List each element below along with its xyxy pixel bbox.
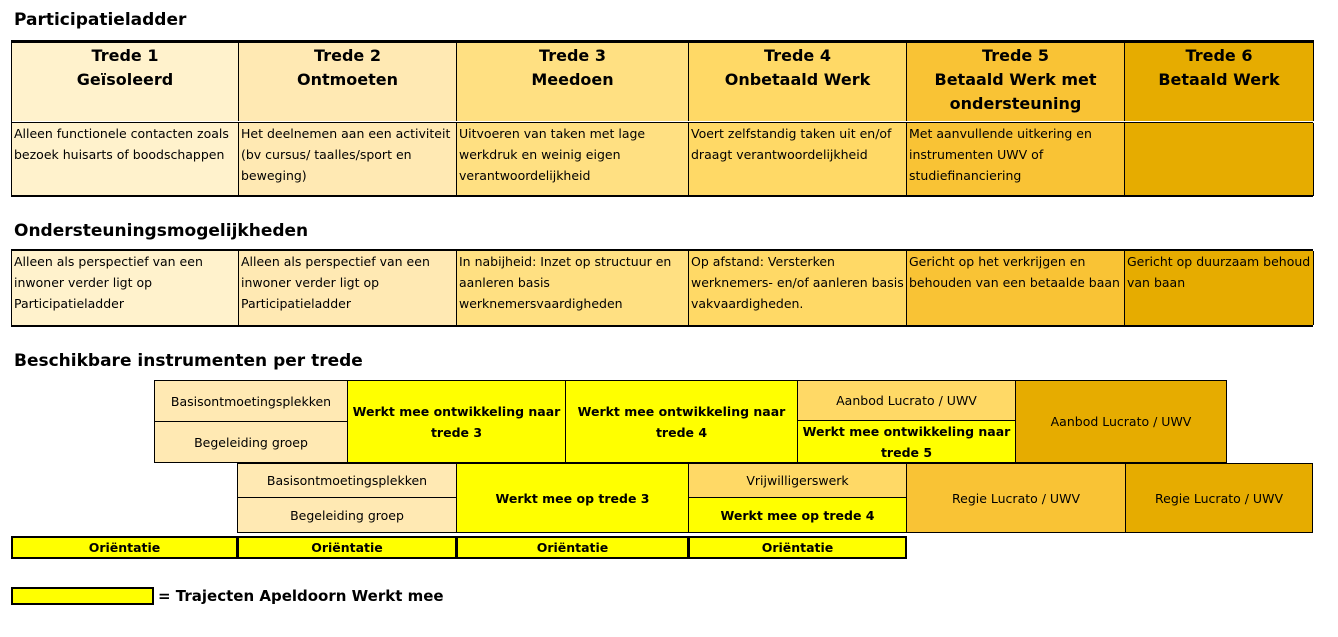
r2-werkt-mee-op-trede-4: Werkt mee op trede 4 xyxy=(688,497,907,533)
step-6-description xyxy=(1125,123,1314,196)
r2-regie-lucrato-uwv-2: Regie Lucrato / UWV xyxy=(1125,463,1313,533)
table-top-border xyxy=(11,40,1313,43)
r1-werkt-mee-naar-trede-5: Werkt mee ontwikkeling naar trede 5 xyxy=(797,420,1016,463)
step-3-name: Meedoen xyxy=(531,70,614,89)
support-step-3: In nabijheid: Inzet op structuur en aanleren basis werknemersvaardigheden xyxy=(457,251,689,325)
step-5-title: Trede 5 xyxy=(982,46,1049,65)
r2-werkt-mee-op-trede-3: Werkt mee op trede 3 xyxy=(456,463,689,533)
participation-ladder-table xyxy=(11,40,1313,196)
support-step-1: Alleen als perspectief van een inwoner verder ligt op Participatieladder xyxy=(12,251,239,325)
step-4-header xyxy=(689,40,907,121)
step-1-name: Geïsoleerd xyxy=(76,70,174,89)
table-header-divider xyxy=(11,122,1313,123)
r1-begeleiding-groep: Begeleiding groep xyxy=(154,421,348,463)
orientatie-trede-3: Oriëntatie xyxy=(456,536,689,559)
step-2-title: Trede 2 xyxy=(314,46,381,65)
r1-werkt-mee-naar-trede-4: Werkt mee ontwikkeling naar trede 4 xyxy=(565,380,798,463)
step-1-title: Trede 1 xyxy=(91,46,159,65)
step-2-description: Het deelnemen aan een activiteit (bv cursus/ taalles/sport en beweging) xyxy=(239,123,457,196)
step-5-name: Betaald Werk met ondersteuning xyxy=(934,70,1097,113)
step-4-description: Voert zelfstandig taken uit en/of draagt verantwoordelijkheid xyxy=(689,123,907,196)
step-1-description: Alleen functionele contacten zoals bezoek huisarts of boodschappen xyxy=(12,123,239,196)
support-top-border xyxy=(11,249,1313,251)
step-4-title: Trede 4 xyxy=(764,46,831,65)
step-1-header xyxy=(12,40,239,121)
step-3-header xyxy=(457,40,689,121)
step-6-name: Betaald Werk xyxy=(1158,70,1280,89)
step-5-header xyxy=(907,40,1125,121)
step-3-title: Trede 3 xyxy=(539,46,606,65)
orientatie-trede-1: Oriëntatie xyxy=(11,536,238,559)
r2-begeleiding-groep: Begeleiding groep xyxy=(237,497,457,533)
r2-basisontmoetingsplekken: Basisontmoetingsplekken xyxy=(237,463,457,498)
heading-beschikbare-instrumenten: Beschikbare instrumenten per trede xyxy=(14,351,363,371)
table-bottom-border xyxy=(11,195,1313,197)
orientatie-trede-4: Oriëntatie xyxy=(688,536,907,559)
step-3-description: Uitvoeren van taken met lage werkdruk en weinig eigen verantwoordelijkheid xyxy=(457,123,689,196)
support-table xyxy=(11,249,1313,327)
heading-participatieladder: Participatieladder xyxy=(14,10,187,30)
support-step-2: Alleen als perspectief van een inwoner verder ligt op Participatieladder xyxy=(239,251,457,325)
step-2-header xyxy=(239,40,457,121)
step-4-name: Onbetaald Werk xyxy=(724,70,871,89)
support-step-4: Op afstand: Versterken werknemers- en/of aanleren basis vakvaardigheden. xyxy=(689,251,907,325)
r1-aanbod-lucrato-uwv-small: Aanbod Lucrato / UWV xyxy=(797,380,1016,421)
step-5-description: Met aanvullende uitkering en instrumenten UWV of studiefinanciering xyxy=(907,123,1125,196)
legend-text: = Trajecten Apeldoorn Werkt mee xyxy=(158,587,444,605)
support-step-6: Gericht op duurzaam behoud van baan xyxy=(1125,251,1314,325)
r2-regie-lucrato-uwv-1: Regie Lucrato / UWV xyxy=(906,463,1126,533)
r2-vrijwilligerswerk: Vrijwilligerswerk xyxy=(688,463,907,498)
support-bottom-border xyxy=(11,325,1313,327)
step-6-title: Trede 6 xyxy=(1185,46,1253,65)
r1-basisontmoetingsplekken: Basisontmoetingsplekken xyxy=(154,380,348,422)
heading-ondersteuningsmogelijkheden: Ondersteuningsmogelijkheden xyxy=(14,221,309,241)
step-2-name: Ontmoeten xyxy=(296,70,399,89)
legend-swatch xyxy=(11,587,154,605)
r1-aanbod-lucrato-uwv-large: Aanbod Lucrato / UWV xyxy=(1015,380,1227,463)
support-step-5: Gericht op het verkrijgen en behouden van een betaalde baan xyxy=(907,251,1125,325)
step-6-header xyxy=(1125,40,1314,121)
orientatie-trede-2: Oriëntatie xyxy=(237,536,457,559)
r1-werkt-mee-naar-trede-3: Werkt mee ontwikkeling naar trede 3 xyxy=(347,380,566,463)
